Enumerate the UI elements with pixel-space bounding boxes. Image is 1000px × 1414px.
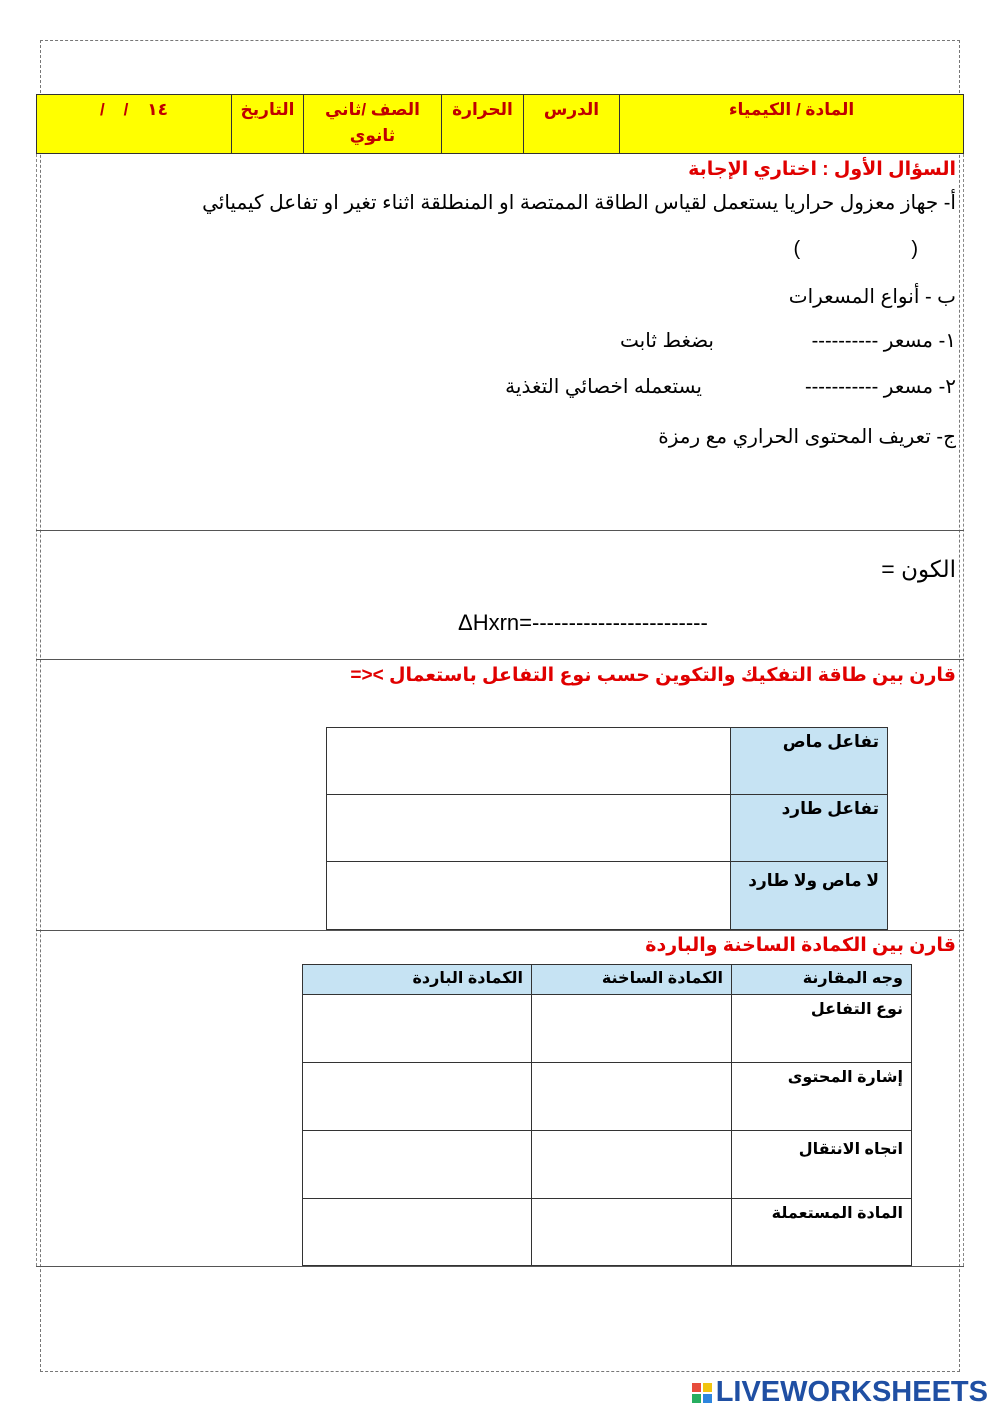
logo-grid-icon: [692, 1383, 712, 1403]
q1-b2-prefix: ٢- مسعر -----------: [804, 376, 956, 398]
table-row: [327, 862, 888, 930]
right-border: [963, 154, 964, 1266]
compare2-cold-cell[interactable]: [303, 1131, 532, 1199]
compare2-row-label: نوع التفاعل: [732, 995, 912, 1063]
brand-text: LIVEWORKSHEETS: [715, 1376, 988, 1408]
compare2-header-aspect: وجه المقارنة: [732, 965, 912, 995]
compare1-answer-cell[interactable]: [327, 728, 731, 795]
liveworksheets-logo: [692, 1376, 988, 1409]
compare2-cold-cell[interactable]: [303, 1063, 532, 1131]
table-row: [303, 1131, 912, 1199]
table-row: [327, 728, 888, 795]
compare2-title: قارن بين الكمادة الساخنة والباردة: [645, 935, 956, 956]
compare2-header-cold: الكمادة الباردة: [303, 965, 532, 995]
compare1-table: [326, 727, 888, 930]
compare2-hot-cell[interactable]: [532, 1199, 732, 1266]
table-header-row: [303, 965, 912, 995]
compare1-title: قارن بين طاقة التفكيك والتكوين حسب نوع التفاعل باستعمال ><=: [350, 665, 956, 686]
compare2-table: [302, 964, 912, 1266]
divider-4: [36, 1266, 964, 1267]
q1-a-text: أ- جهاز معزول حراريا يستعمل لقياس الطاقة الممتصة او المنطلقة اثناء تغير او تفاعل كيميائي: [202, 192, 956, 214]
q1-b1-suffix: بضغط ثابت: [620, 330, 714, 352]
compare2-hot-cell[interactable]: [532, 995, 732, 1063]
compare2-hot-cell[interactable]: [532, 1063, 732, 1131]
compare2-cold-cell[interactable]: [303, 995, 532, 1063]
compare2-cold-cell[interactable]: [303, 1199, 532, 1266]
universe-formula: ΔHxrn=------------------------: [458, 610, 708, 635]
compare2-row-label: اتجاه الانتقال: [732, 1131, 912, 1199]
header-bar: [36, 94, 964, 154]
q1-b2-suffix: يستعمله اخصائي التغذية: [505, 376, 702, 398]
q1-b-text: ب - أنواع المسعرات: [788, 286, 956, 308]
q1-title: السؤال الأول : اختاري الإجابة: [688, 159, 956, 180]
divider-1: [36, 530, 964, 531]
universe-label: الكون =: [881, 556, 956, 582]
table-row: [303, 1199, 912, 1266]
header-subject: المادة / الكيمياء: [619, 95, 963, 153]
header-lesson-label: الدرس: [523, 95, 619, 153]
left-border: [36, 154, 37, 1266]
header-date-value: / / ١٤: [100, 100, 168, 119]
table-row: [303, 1063, 912, 1131]
header-lesson-value: الحرارة: [441, 95, 523, 153]
q1-b1-prefix: ١- مسعر ----------: [811, 330, 956, 352]
compare1-row-label: تفاعل طارد: [731, 795, 888, 862]
divider-2: [36, 659, 964, 660]
header-grade: الصف /ثاني ثانوي: [303, 95, 441, 153]
compare2-header-hot: الكمادة الساخنة: [532, 965, 732, 995]
table-row: [327, 795, 888, 862]
divider-3: [36, 930, 964, 931]
compare1-answer-cell[interactable]: [327, 795, 731, 862]
compare1-row-label: تفاعل ماص: [731, 728, 888, 795]
header-date-label: التاريخ: [231, 95, 303, 153]
compare2-row-label: إشارة المحتوى: [732, 1063, 912, 1131]
table-row: [303, 995, 912, 1063]
compare1-row-label: لا ماص ولا طارد: [731, 862, 888, 930]
compare2-row-label: المادة المستعملة: [732, 1199, 912, 1266]
q1-a-blank[interactable]: ( ): [793, 238, 918, 260]
compare2-hot-cell[interactable]: [532, 1131, 732, 1199]
q1-c-text: ج- تعريف المحتوى الحراري مع رمزة: [658, 426, 956, 448]
compare1-answer-cell[interactable]: [327, 862, 731, 930]
